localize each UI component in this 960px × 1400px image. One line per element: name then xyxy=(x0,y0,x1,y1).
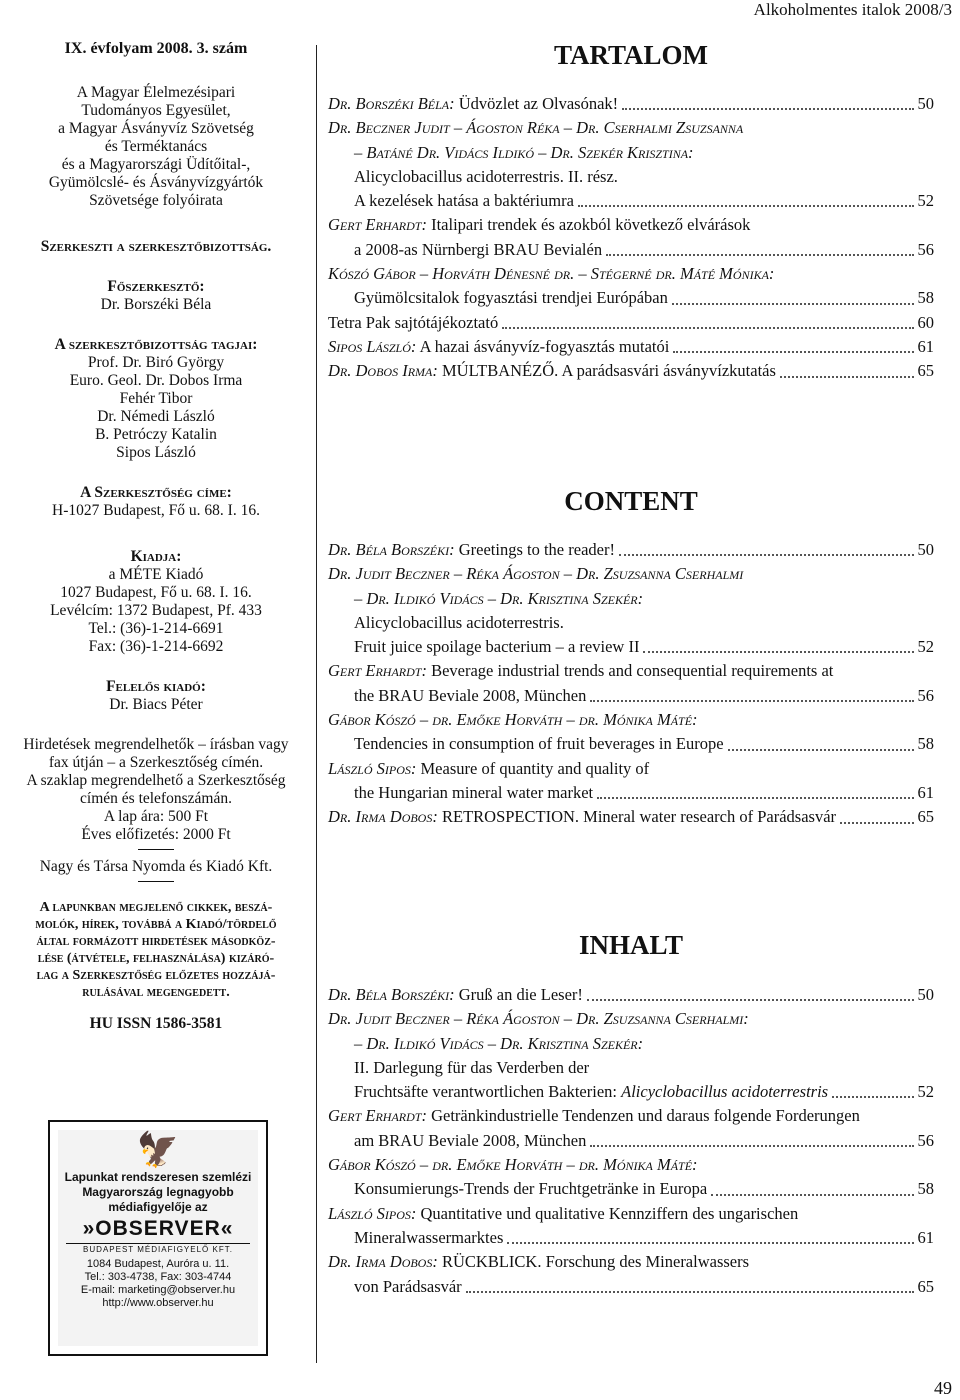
board-member: Euro. Geol. Dr. Dobos Irma xyxy=(69,372,243,389)
toc-author: Dr. Beczner Judit – Ágoston Réka – Dr. Cserhalmi Zsuzsanna xyxy=(328,118,744,138)
toc-entry xyxy=(328,1153,934,1202)
toc-line xyxy=(328,1177,934,1201)
publisher-info-line: Levélcím: 1372 Budapest, Pf. 433 xyxy=(50,602,262,619)
journal-header: Alkoholmentes italok 2008/3 xyxy=(753,0,952,19)
toc-line-text xyxy=(354,635,639,659)
toc-author: Gábor Kószó – dr. Emőke Horváth – dr. Mónika Máté: xyxy=(328,1155,698,1175)
toc-line xyxy=(328,659,934,683)
toc-line xyxy=(328,1153,934,1177)
toc-page-number: 61 xyxy=(917,782,934,802)
toc-line xyxy=(328,611,934,635)
toc-line xyxy=(328,684,934,708)
toc-line-text xyxy=(354,286,668,310)
toc-title: Tetra Pak sajtótájékoztató xyxy=(328,312,499,332)
publisher-info-line: 1027 Budapest, Fő u. 68. I. 16. xyxy=(60,584,252,601)
toc-title: MÚLTBANÉZŐ. A parádsasvári ásványvízkutatás xyxy=(437,361,776,381)
toc-page-number: 52 xyxy=(917,1082,934,1102)
toc-italic-title: Alicyclobacillus acidoterrestris xyxy=(621,1082,829,1102)
toc-line xyxy=(328,1250,934,1274)
toc-title: Fruit juice spoilage bacterium – a review II xyxy=(354,637,640,657)
board-list xyxy=(0,354,312,462)
toc-line-text xyxy=(354,684,586,708)
toc-author: Dr. Judit Beczner – Réka Ágoston – Dr. Zsuzsanna Cserhalmi: xyxy=(328,1009,749,1029)
publisher-info xyxy=(0,566,312,656)
toc-title: von Parádsasvár xyxy=(354,1276,462,1296)
dot-leader xyxy=(673,350,913,353)
toc-title: Gruß an die Leser! xyxy=(454,985,583,1004)
toc-entry xyxy=(328,538,934,562)
ads-line: címén és telefonszámán. xyxy=(80,790,232,807)
toc-page-number: 56 xyxy=(917,1130,934,1150)
toc-entry xyxy=(328,805,934,829)
toc-entry xyxy=(328,757,934,806)
toc-line xyxy=(328,587,934,611)
publisher-line: és a Magyarországi Üdítőital-, xyxy=(61,156,251,173)
publisher-lines xyxy=(0,84,312,210)
toc-line xyxy=(328,165,934,189)
toc-line xyxy=(328,635,934,659)
toc-title: Konsumierungs-Trends der Fruchtgetränke in Europa xyxy=(354,1179,708,1199)
toc-line-text xyxy=(354,1056,589,1080)
ads-line: A lap ára: 500 Ft xyxy=(103,808,209,825)
toc-line-text xyxy=(354,1032,643,1056)
toc-line-text xyxy=(328,359,776,383)
toc-line xyxy=(328,805,934,829)
toc-title: the Hungarian mineral water market xyxy=(354,782,594,802)
toc-line xyxy=(328,1226,934,1250)
toc-entry xyxy=(328,659,934,708)
toc-title: Gyümölcsitalok fogyasztási trendjei Európában xyxy=(354,288,668,308)
page-number: 49 xyxy=(934,1378,952,1398)
toc-author: Dr. Béla Borszéki: xyxy=(328,985,455,1004)
toc-page-number: 52 xyxy=(917,191,934,211)
toc-entry xyxy=(328,262,934,311)
chief-editor: Dr. Borszéki Béla xyxy=(100,296,212,313)
board-label: A szerkesztőbizottság tagjai: xyxy=(54,336,258,353)
toc-title: Tendencies in consumption of fruit beverages in Europe xyxy=(354,734,724,754)
toc-line xyxy=(328,141,934,165)
toc-entry xyxy=(328,1104,934,1153)
toc-line xyxy=(328,1056,934,1080)
toc-page-number: 65 xyxy=(917,1276,934,1296)
toc-line-text xyxy=(354,165,618,189)
toc-line-text xyxy=(354,189,574,213)
issn: HU ISSN 1586-3581 xyxy=(89,1015,223,1032)
toc-line xyxy=(328,1080,934,1104)
toc-line xyxy=(328,213,934,237)
toc-line xyxy=(328,983,934,1007)
inhalt-title: INHALT xyxy=(578,930,684,960)
toc-title: Alicyclobacillus acidoterrestris. II. rész. xyxy=(354,166,618,186)
ads-info xyxy=(0,736,312,844)
toc-title: Alicyclobacillus acidoterrestris. xyxy=(354,612,564,632)
toc-line-text xyxy=(354,141,694,165)
ad-line: médiafigyelője az xyxy=(108,1200,208,1214)
toc-line-text xyxy=(354,1226,503,1250)
toc-author: Dr. Judit Beczner – Réka Ágoston – Dr. Zsuzsanna Cserhalmi xyxy=(328,564,744,584)
dot-leader xyxy=(711,1193,913,1196)
toc-entry xyxy=(328,335,934,359)
toc-line-text xyxy=(328,1202,798,1226)
tartalom-list xyxy=(328,92,934,384)
toc-title: a 2008-as Nürnbergi BRAU Bevialén xyxy=(354,239,603,259)
ads-line: Éves előfizetés: 2000 Ft xyxy=(81,826,231,843)
responsible-label: Felelős kiadó: xyxy=(106,678,206,695)
chief-editor-label: Főszerkesztő: xyxy=(107,278,205,295)
issue-line: IX. évfolyam 2008. 3. szám xyxy=(64,40,248,57)
toc-title: RÜCKBLICK. Forschung des Mineralwassers xyxy=(437,1252,750,1272)
toc-author: Kószó Gábor – Horváth Dénesné dr. – Stégerné dr. Máté Mónika: xyxy=(328,264,775,284)
toc-page-number: 61 xyxy=(917,336,934,356)
dot-leader xyxy=(619,553,914,556)
toc-line-text xyxy=(328,1104,860,1128)
toc-entry xyxy=(328,1202,934,1251)
toc-line-text xyxy=(354,1177,707,1201)
toc-page-number: 50 xyxy=(917,94,934,113)
toc-line xyxy=(328,562,934,586)
toc-line-text xyxy=(354,1080,828,1104)
toc-line xyxy=(328,1275,934,1299)
toc-entry xyxy=(328,92,934,116)
divider xyxy=(138,881,174,882)
toc-author: Gert Erhardt: xyxy=(328,1106,427,1126)
toc-line xyxy=(328,286,934,310)
dot-leader xyxy=(597,796,913,799)
dot-leader xyxy=(606,253,913,256)
toc-line-text xyxy=(328,1250,749,1274)
toc-title: Italipari trendek és azokból következő elvárások xyxy=(426,215,751,235)
toc-line-text xyxy=(354,732,724,756)
toc-line-text xyxy=(354,781,593,805)
toc-line-text xyxy=(328,1153,698,1177)
toc-line xyxy=(328,708,934,732)
toc-entry xyxy=(328,311,934,335)
toc-author: – Batáné Dr. Vidács Ildikó – Dr. Szekér Krisztina: xyxy=(354,142,694,162)
column-divider xyxy=(316,45,317,1363)
toc-title: am BRAU Beviale 2008, München xyxy=(354,1130,587,1150)
toc-entry xyxy=(328,708,934,757)
ad-web: http://www.observer.hu xyxy=(102,1297,214,1309)
publisher-line: és Terméktanács xyxy=(104,138,208,155)
toc-line xyxy=(328,1129,934,1153)
toc-title: Üdvözlet az Olvasónak! xyxy=(454,94,619,113)
toc-author: Dr. Béla Borszéki: xyxy=(328,540,455,559)
toc-page-number: 58 xyxy=(917,734,934,754)
dot-leader xyxy=(622,107,913,110)
toc-line xyxy=(328,359,934,383)
toc-line-text xyxy=(328,983,583,1007)
toc-page-number: 58 xyxy=(917,1179,934,1199)
toc-title: Mineralwassermarktes xyxy=(354,1227,504,1247)
masthead-column xyxy=(0,40,312,1033)
toc-line-text xyxy=(328,757,649,781)
board-member: Dr. Némedi László xyxy=(97,408,215,425)
toc-line-text xyxy=(328,335,669,359)
toc-line-text xyxy=(328,116,743,140)
printer: Nagy és Társa Nyomda és Kiadó Kft. xyxy=(39,858,273,875)
toc-entry xyxy=(328,1250,934,1299)
publisher-info-line: a MÉTE Kiadó xyxy=(108,566,204,583)
ads-line: A szaklap megrendelhető a Szerkesztőség xyxy=(26,772,286,789)
toc-page-number: 52 xyxy=(917,637,934,657)
toc-entry xyxy=(328,983,934,1007)
toc-line xyxy=(328,1007,934,1031)
toc-line-text xyxy=(354,238,602,262)
tartalom-title: TARTALOM xyxy=(553,40,709,70)
toc-line xyxy=(328,538,934,562)
dot-leader xyxy=(590,699,913,702)
dot-leader xyxy=(502,326,913,329)
publisher-info-line: Fax: (36)-1-214-6692 xyxy=(88,638,224,655)
toc-line xyxy=(328,262,934,286)
toc-line xyxy=(328,1032,934,1056)
notice-line: lag a Szerkesztőség előzetes hozzájá- xyxy=(36,968,276,983)
edited-by: Szerkeszti a szerkesztőbizottság. xyxy=(40,238,272,255)
toc-line xyxy=(328,781,934,805)
publisher-line: A Magyar Élelmezésipari xyxy=(76,84,236,101)
toc-page-number: 61 xyxy=(917,1227,934,1247)
toc-title: Quantitative und qualitative Kennziffern des ungarischen xyxy=(416,1203,799,1223)
toc-line-text xyxy=(328,805,836,829)
ads-line: Hirdetések megrendelhetők – írásban vagy xyxy=(23,736,289,753)
toc-line-text xyxy=(354,611,564,635)
notice-line: molók, hírek, továbbá a Kiadó/tördelő xyxy=(35,917,277,932)
address: H-1027 Budapest, Fő u. 68. I. 16. xyxy=(52,502,260,519)
observer-advert xyxy=(48,1120,268,1356)
toc-page-number: 58 xyxy=(917,288,934,308)
toc-title: A hazai ásványvíz-fogyasztás mutatói xyxy=(416,336,670,356)
toc-line xyxy=(328,238,934,262)
ads-line: fax útján – a Szerkesztőség címén. xyxy=(48,754,264,771)
toc-page-number: 65 xyxy=(917,361,934,381)
toc-author: Gábor Kószó – dr. Emőke Horváth – dr. Mónika Máté: xyxy=(328,710,698,730)
notice-line: A lapunkban megjelenő cikkek, beszá- xyxy=(39,900,273,915)
toc-author: László Sipos: xyxy=(328,758,417,778)
toc-title: Measure of quantity and quality of xyxy=(416,758,650,778)
toc-title: Greetings to the reader! xyxy=(454,540,615,559)
divider xyxy=(138,849,174,850)
toc-author: Dr. Dobos Irma: xyxy=(328,361,438,381)
toc-entry xyxy=(328,1007,934,1104)
dot-leader xyxy=(832,1095,913,1098)
dot-leader xyxy=(643,650,913,653)
toc-line-text xyxy=(328,213,750,237)
ad-email: E-mail: marketing@observer.hu xyxy=(80,1284,236,1296)
toc-page-number: 50 xyxy=(917,985,934,1004)
toc-author: Dr. Irma Dobos: xyxy=(328,807,438,827)
dot-leader xyxy=(780,375,914,378)
toc-entry xyxy=(328,116,934,213)
toc-author: – Dr. Ildikó Vidács – Dr. Krisztina Szekér: xyxy=(354,588,644,608)
toc-line-text xyxy=(354,587,643,611)
toc-entry xyxy=(328,562,934,659)
dot-leader xyxy=(590,1144,913,1147)
ad-line: Magyarország legnagyobb xyxy=(82,1185,234,1199)
dot-leader xyxy=(578,204,914,207)
toc-page-number: 56 xyxy=(917,685,934,705)
toc-author: László Sipos: xyxy=(328,1203,417,1223)
toc-title: RETROSPECTION. Mineral water research of Parádsasvár xyxy=(437,807,837,827)
toc-line-text xyxy=(328,1007,749,1031)
toc-line-text xyxy=(328,262,774,286)
content-list xyxy=(328,538,934,830)
publisher-line: Szövetsége folyóirata xyxy=(89,192,223,209)
toc-line-text xyxy=(328,538,615,562)
toc-author: Gert Erhardt: xyxy=(328,661,427,681)
toc-line-text xyxy=(354,1129,586,1153)
toc-line xyxy=(328,1104,934,1128)
publisher-line: a Magyar Ásványvíz Szövetség xyxy=(58,120,254,137)
publisher-line: Tudományos Egyesület, xyxy=(81,102,231,119)
toc-line xyxy=(328,732,934,756)
toc-line xyxy=(328,335,934,359)
board-member: Sipos László xyxy=(116,444,196,461)
board-member: B. Petróczy Katalin xyxy=(95,426,217,443)
toc-line-text xyxy=(328,311,498,335)
toc-line xyxy=(328,1202,934,1226)
toc-author: Dr. Irma Dobos: xyxy=(328,1252,438,1272)
board-member: Prof. Dr. Biró György xyxy=(87,354,225,371)
board-member: Fehér Tibor xyxy=(119,390,193,407)
toc-title: A kezelések hatása a baktériumra xyxy=(354,191,574,211)
responsible-publisher: Dr. Biacs Péter xyxy=(109,696,203,713)
dot-leader xyxy=(728,748,914,751)
publisher-label: Kiadja: xyxy=(130,548,182,565)
dot-leader xyxy=(466,1290,914,1293)
toc-author: Dr. Borszéki Béla: xyxy=(328,94,455,113)
toc-line-text xyxy=(328,708,698,732)
toc-title: Fruchtsäfte verantwortlichen Bakterien: xyxy=(354,1082,622,1102)
toc-author: – Dr. Ildikó Vidács – Dr. Krisztina Szekér: xyxy=(354,1033,644,1053)
toc-page-number: 56 xyxy=(917,239,934,259)
toc-title: Getränkindustrielle Tendenzen und daraus folgende Forderungen xyxy=(426,1106,860,1126)
toc-entry xyxy=(328,359,934,383)
publisher-info-line: Tel.: (36)-1-214-6691 xyxy=(88,620,224,637)
dot-leader xyxy=(840,821,913,824)
toc-line-text xyxy=(354,1275,462,1299)
toc-entry xyxy=(328,213,934,262)
ad-line: Lapunkat rendszeresen szemlézi xyxy=(64,1170,252,1184)
toc-page-number: 60 xyxy=(917,312,934,332)
dot-leader xyxy=(507,1241,913,1244)
toc-title: II. Darlegung für das Verderben der xyxy=(354,1057,590,1077)
toc-author: Sipos László: xyxy=(328,336,417,356)
toc-line xyxy=(328,116,934,140)
ad-phone: Tel.: 303-4738, Fax: 303-4744 xyxy=(84,1271,232,1283)
toc-page-number: 50 xyxy=(917,540,934,559)
observer-sub: BUDAPEST MÉDIAFIGYELŐ KFT. xyxy=(66,1243,250,1254)
toc-line xyxy=(328,92,934,116)
dot-leader xyxy=(672,302,914,305)
toc-author: Gert Erhardt: xyxy=(328,215,427,235)
eagle-logo-icon: 🦅 xyxy=(136,1131,180,1169)
toc-line-text xyxy=(328,562,743,586)
address-label: A Szerkesztőség címe: xyxy=(80,484,232,501)
copyright-notice xyxy=(0,899,312,1001)
toc-line xyxy=(328,311,934,335)
inhalt-list xyxy=(328,983,934,1299)
toc-line xyxy=(328,757,934,781)
notice-line: lése (átvétele, felhasználása) kizáró- xyxy=(37,951,275,966)
content-title: CONTENT xyxy=(564,486,698,516)
toc-page-number: 65 xyxy=(917,807,934,827)
notice-line: rulásával megengedett. xyxy=(82,985,230,1000)
toc-title: Beverage industrial trends and consequential requirements at xyxy=(426,661,834,681)
toc-line-text xyxy=(328,659,833,683)
ad-address: 1084 Budapest, Auróra u. 11. xyxy=(86,1258,230,1270)
publisher-line: Gyümölcslé- és Ásványvízgyártók xyxy=(48,174,264,191)
dot-leader xyxy=(587,998,914,1001)
toc-line-text xyxy=(328,92,618,116)
toc-title: the BRAU Beviale 2008, München xyxy=(354,685,587,705)
toc-line xyxy=(328,189,934,213)
notice-line: által formázott hirdetések másodköz- xyxy=(36,934,276,949)
observer-brand: »OBSERVER« xyxy=(82,1217,234,1240)
